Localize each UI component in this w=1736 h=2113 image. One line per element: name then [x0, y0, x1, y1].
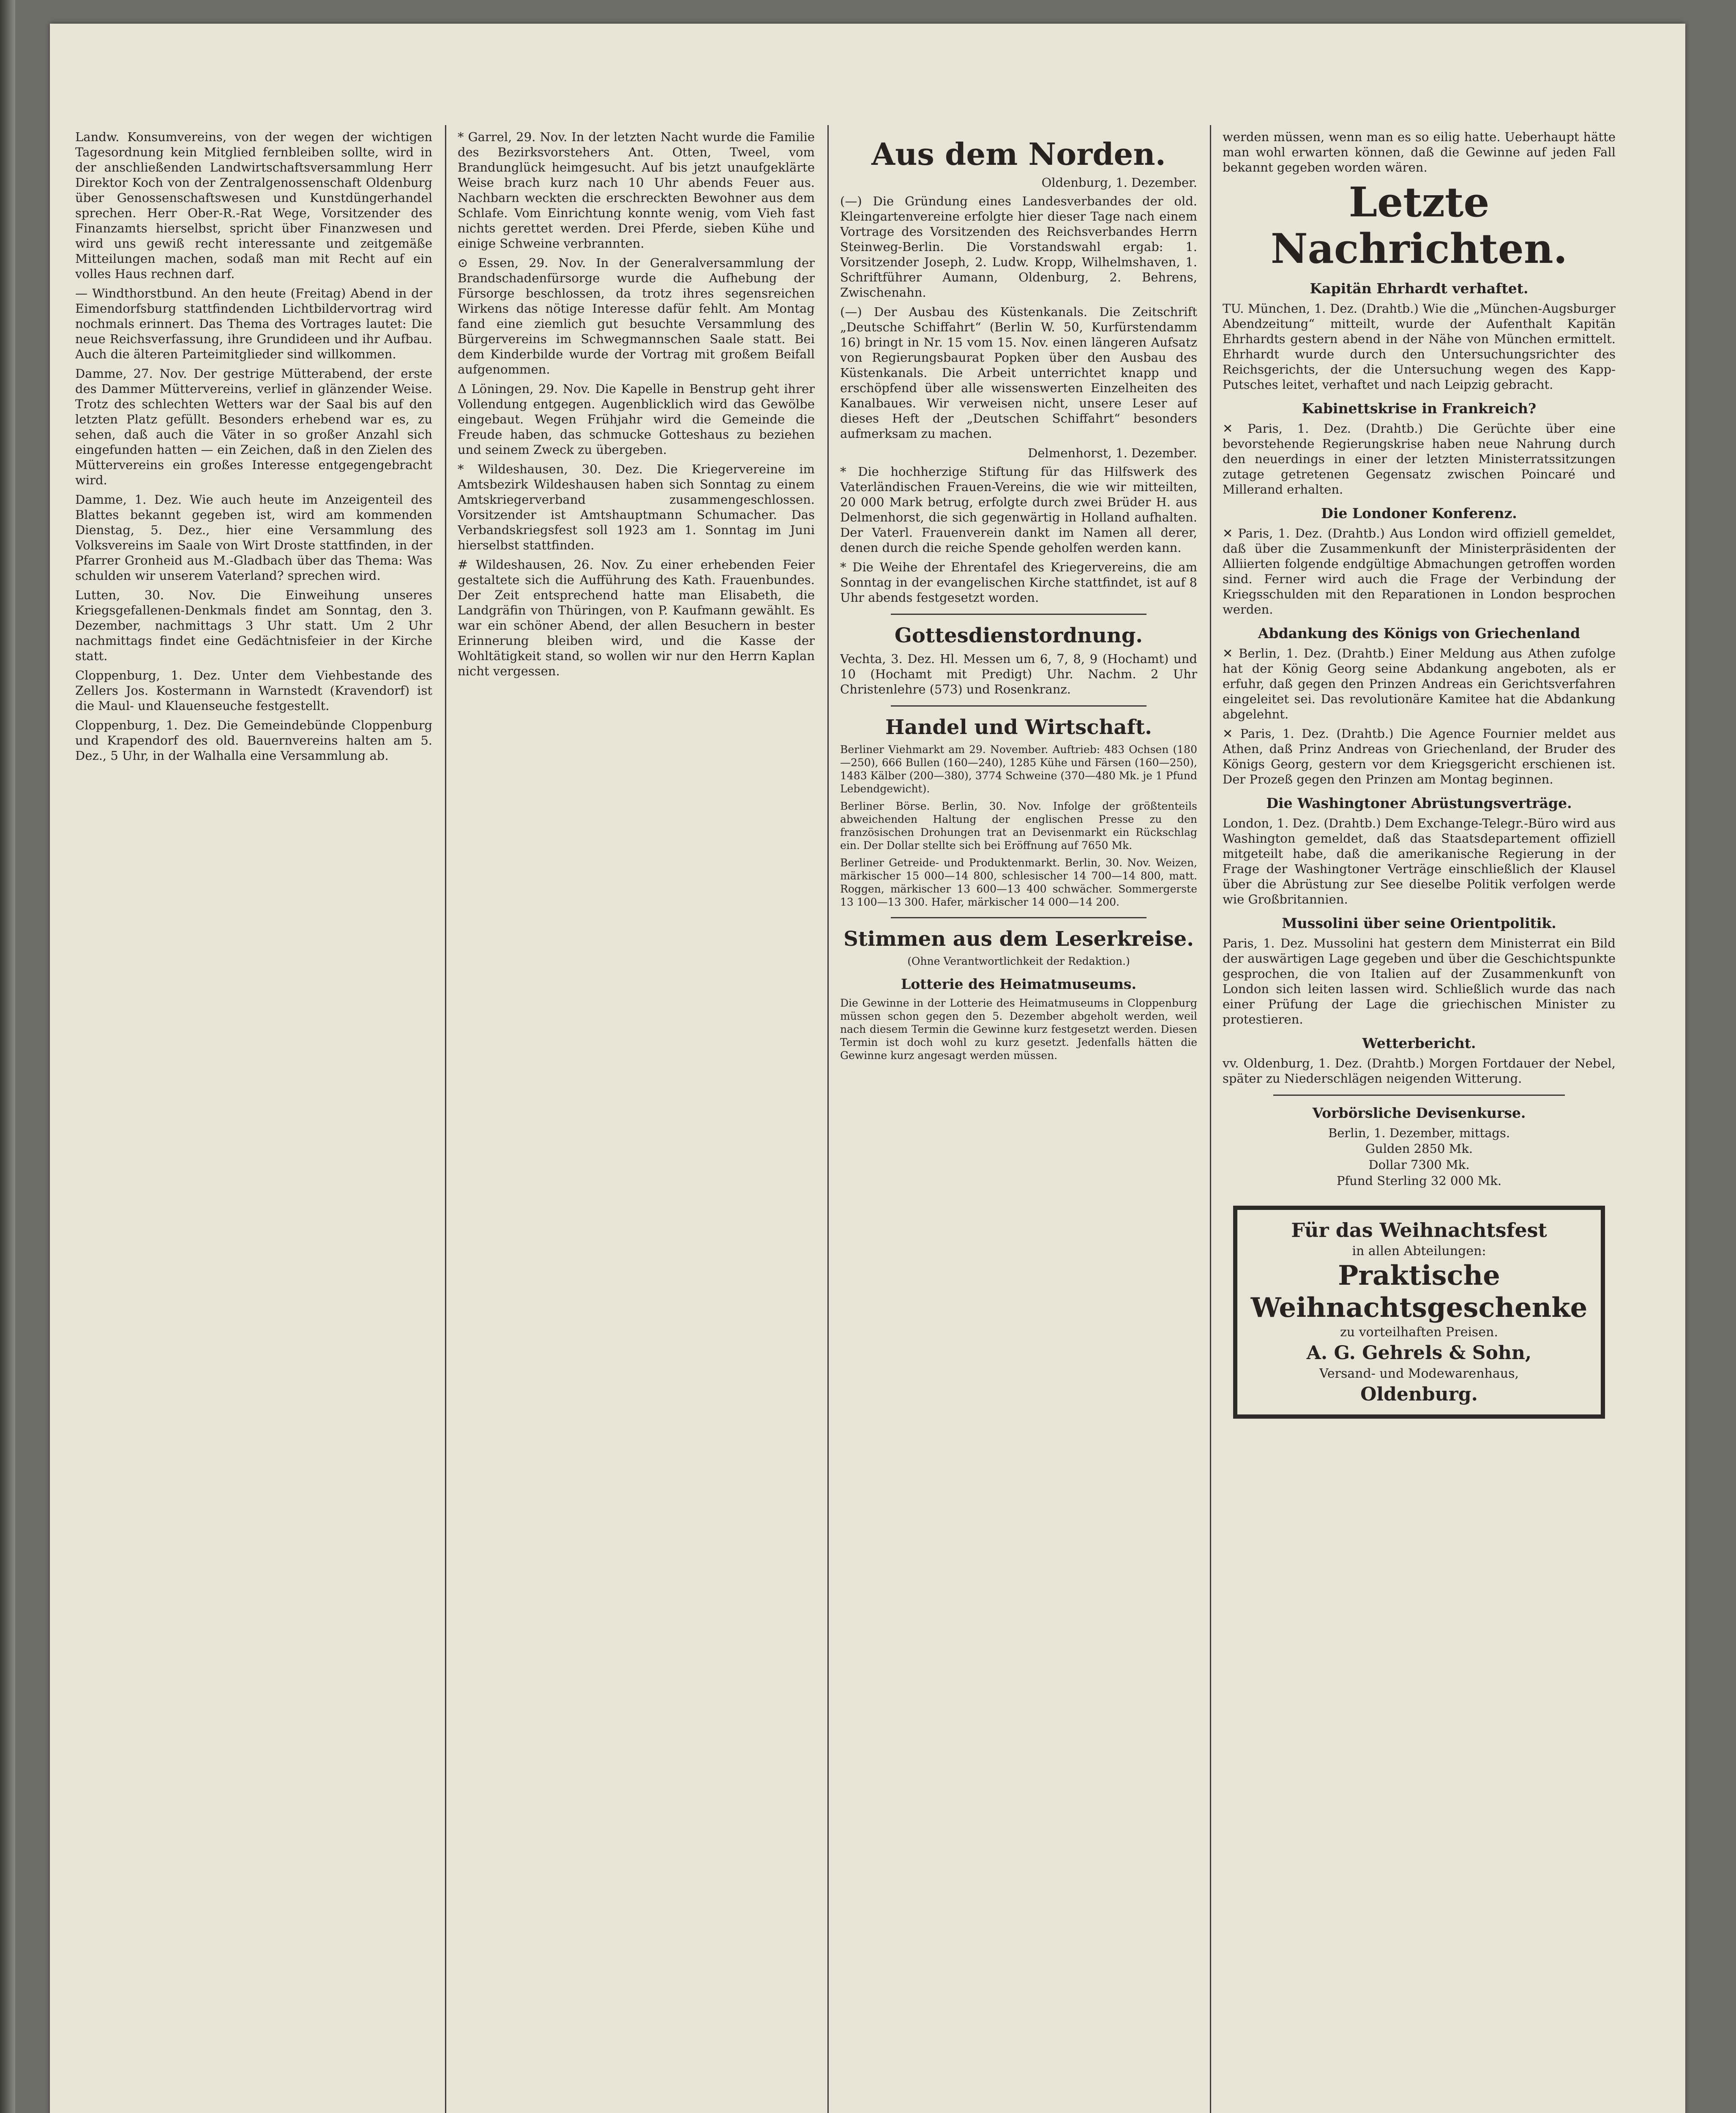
ad-headline: Für das Weihnachtsfest: [1291, 1219, 1547, 1242]
article-paragraph: Landw. Konsumvereins, von der wegen der wichtigen Tagesordnung kein Mitglied fernbleiben sollte, wird in der anschließenden Landwirtschaftsversammlung Herr Direktor Koch von der Zentralgenossenschaft Oldenburg über Genossenschaftswesen und Kunstdüngerhandel sprechen. Herr Ober-R.-Rat Wege, Vorsitzender des Finanzamts hierselbst, spricht über Finanzwesen und wird uns gewiß recht interessante und zeitgemäße Mitteilungen machen, sodaß man mit Recht auf ein volles Haus rechnen darf.: [75, 130, 432, 281]
news-abdankung-2: ✕ Paris, 1. Dez. (Drahtb.) Die Agence Fournier meldet aus Athen, daß Prinz Andreas von Griechenland, der Bruder des Königs Georg, gestern vor dem Kriegsgericht erschienen ist. Der Prozeß gegen den Prinzen am Montag beginnen.: [1223, 726, 1616, 786]
devisen-row: Gulden 2850 Mk.: [1365, 1141, 1473, 1156]
column-divider: [1210, 125, 1211, 2113]
column-2: [458, 129, 815, 2113]
article-title-lotterie: Lotterie des Heimatmuseums.: [901, 976, 1136, 992]
news-mussolini: Paris, 1. Dez. Mussolini hat gestern dem Ministerrat ein Bild der auswärtigen Lage gegeben und über die Geschichtspunkte gesprochen, die von Italien auf der Zusammenkunft von London sich leiten lassen wird. Schließlich wurde das nach einer Prüfung der Lage die griechischen Minister zu protestieren.: [1223, 936, 1616, 1026]
advertisement-gehrels: [1233, 1206, 1605, 1419]
section-heading-leserkreise: Stimmen aus dem Leserkreise.: [843, 927, 1194, 951]
article-kleingarten: (—) Die Gründung eines Landesverbandes der old. Kleingartenvereine erfolgte hier dieser Tage nach einem Vortrage des Vorsitzenden des Reichsverbandes Herrn Steinweg-Berlin. Die Vorstandswahl ergab: 1. Vorsitzender Joseph, 2. Ludw. Kropp, Wilhelmshaven, 1. Schriftführer Aumann, Oldenburg, 2. Behrens, Zwischenahn.: [840, 194, 1197, 300]
article-loeningen: Δ Löningen, 29. Nov. Die Kapelle in Benstrup geht ihrer Vollendung entgegen. Augenblicklich wird das Gewölbe eingebaut. Wegen Frühjahr wird die Gemeinde die Freude haben, das schmucke Gotteshaus zu beziehen und seinem Zweck zu übergeben.: [458, 382, 815, 457]
section-heading-nord: Aus dem Norden.: [871, 136, 1166, 172]
editorial-note: (Ohne Verantwortlichkeit der Redaktion.): [907, 955, 1130, 967]
ad-title: Praktische: [1338, 1260, 1500, 1291]
ad-city: Oldenburg.: [1360, 1384, 1478, 1405]
page-fold-shadow: [0, 0, 15, 2113]
devisen-row: Pfund Sterling 32 000 Mk.: [1336, 1174, 1502, 1188]
article-lotterie: Die Gewinne in der Lotterie des Heimatmuseums in Cloppenburg müssen schon gegen den 5. Dezember abgeholt werden, weil nach diesem Termin die Gewinne kurz festgesetzt werden. Diesen Termin ist doch wohl zu kurz gesetzt. Jedenfalls hätten die Gewinne kurz angesagt werden müssen.: [840, 997, 1197, 1062]
ad-text: zu vorteilhaften Preisen.: [1340, 1325, 1498, 1340]
article-garrel: * Garrel, 29. Nov. In der letzten Nacht wurde die Familie des Bezirksvorstehers Ant. Otten, Tweel, vom Brandunglück heimgesucht. Auf bis jetzt unaufgeklärte Weise brach kurz nach 10 Uhr abends Feuer aus. Nachbarn weckten die erschreckten Bewohner aus dem Schlafe. Vom Einrichtung konnte wenig, vom Vieh fast nichts gerettet werden. Drei Pferde, sieben Kühe und einige Schweine verbrannten.: [458, 130, 815, 251]
newspaper-page: [50, 24, 1685, 2113]
article-ehrentafel: * Die Weihe der Ehrentafel des Kriegervereins, die am Sonntag in der evangelischen Kirche stattfindet, ist auf 8 Uhr abends festgesetzt worden.: [840, 560, 1197, 605]
section-heading-gottesdienst: Gottesdienstordnung.: [894, 624, 1143, 647]
article-cloppenburg-seuche: Cloppenburg, 1. Dez. Unter dem Viehbestande des Zellers Jos. Kostermann in Warnstedt (Kravendorf) ist die Maul- und Klauenseuche festgestellt.: [75, 668, 432, 713]
article-stiftung: * Die hochherzige Stiftung für das Hilfswerk des Vaterländischen Frauen-Vereins, die wie wir mitteilten, 20 000 Mark betrug, erfolgte durch zwei Brüder H. aus Delmenhorst, die sich gegenwärtig in Holland aufhalten. Der Vaterl. Frauenverein dankt im Namen all derer, denen durch die reiche Spende geholfen werden kann.: [840, 464, 1197, 555]
column-1: [75, 129, 432, 2113]
ad-company: A. G. Gehrels & Sohn,: [1306, 1342, 1532, 1364]
column-4: [1223, 129, 1616, 2113]
column-divider: [445, 125, 446, 2113]
news-ehrhardt: TU. München, 1. Dez. (Drahtb.) Wie die „München-Augsburger Abendzeitung“ mitteilt, wurde der Aufenthalt Kapitän Ehrhardts gestern abend in der Nähe von München ermittelt. Ehrhardt wurde durch den Untersuchungsrichter des Reichsgerichts, der die Untersuchung wegen des Kapp-Putsches leitet, verhaftet und nach Leipzig gebracht.: [1223, 301, 1616, 392]
news-wetter: vv. Oldenburg, 1. Dez. (Drahtb.) Morgen Fortdauer der Nebel, später zu Niederschlägen neigenden Witterung.: [1223, 1056, 1616, 1086]
news-title-kabinettskrise: Kabinettskrise in Frankreich?: [1302, 400, 1537, 417]
separator: [891, 614, 1146, 615]
ad-title: Weihnachtsgeschenke: [1250, 1292, 1588, 1324]
article-vechta-messen: Vechta, 3. Dez. Hl. Messen um 6, 7, 8, 9 (Hochamt) und 10 (Hochamt mit Predigt) Uhr. Nachm. 2 Uhr Christenlehre (573) und Rosenkranz.: [840, 652, 1197, 696]
separator: [1273, 1095, 1565, 1096]
section-heading-letzte-nachrichten: Letzte Nachrichten.: [1270, 178, 1568, 273]
dateline: Oldenburg, 1. Dezember.: [1041, 175, 1197, 190]
ad-text: in allen Abteilungen:: [1352, 1244, 1486, 1259]
news-abdankung-1: ✕ Berlin, 1. Dez. (Drahtb.) Einer Meldung aus Athen zufolge hat der König Georg seine Abdankung angeboten, als er erfuhr, daß gegen den Prinzen Andreas ein Gerichtsverfahren eingeleitet sei. Das revolutionäre Kamitee hat die Abdankung abgelehnt.: [1223, 646, 1616, 721]
news-londoner-konferenz: ✕ Paris, 1. Dez. (Drahtb.) Aus London wird offiziell gemeldet, daß über die Zusammenkunft der Ministerpräsidenten der Alliierten folgende endgültige Abmachungen getroffen worden sind. Ferner wird auch die Frage der Verbindung der Kriegsschulden mit den Reparationen in London besprochen werden.: [1223, 526, 1616, 617]
section-heading-handel: Handel und Wirtschaft.: [885, 715, 1152, 739]
article-boerse: Berliner Börse. Berlin, 30. Nov. Infolge der größtenteils abweichenden Haltung der englischen Presse zu den französischen Drohungen trat an Devisenmarkt ein Rückschlag ein. Der Dollar stellte sich bei Eröffnung auf 7650 Mk.: [840, 800, 1197, 852]
news-title-mussolini: Mussolini über seine Orientpolitik.: [1282, 915, 1556, 931]
news-washington: London, 1. Dez. (Drahtb.) Dem Exchange-Telegr.-Büro wird aus Washington gemeldet, daß das Staatsdepartement offiziell mitgeteilt habe, daß die amerikanische Regierung in der Frage der Washingtoner Verträge einschließlich der Klausel über die Abrüstung zur See dieselbe Politik verfolgen werde wie Großbritannien.: [1223, 816, 1616, 906]
article-essen: ⊙ Essen, 29. Nov. In der Generalversammlung der Brandschadenfürsorge wurde die Aufhebung der Fürsorge beschlossen, da trotz ihres segensreichen Wirkens das nötige Interesse dafür fehlt. Am Montag fand eine ziemlich gut besuchte Versammlung des Bürgervereins im Schwegmannschen Saale statt. Bei dem Kinderbilde wurde der Vortrag mit großem Beifall aufgenommen.: [458, 256, 815, 377]
article-cloppenburg-bauernverein: Cloppenburg, 1. Dez. Die Gemeindebünde Cloppenburg und Krapendorf des old. Bauernvereins halten am 5. Dez., 5 Uhr, in der Walhalla eine Versammlung ab.: [75, 718, 432, 763]
devisen-heading: Vorbörsliche Devisenkurse.: [1312, 1105, 1526, 1121]
news-title-abdankung: Abdankung des Königs von Griechenland: [1258, 625, 1580, 642]
article-lutten: Lutten, 30. Nov. Die Einweihung unseres Kriegsgefallenen-Denkmals findet am Sonntag, den 3. Dezember, nachmittags 3 Uhr statt. Um 2 Uhr nachmittags findet eine Gedächtnisfeier in der Kirche statt.: [75, 588, 432, 663]
article-getreidemarkt: Berliner Getreide- und Produktenmarkt. Berlin, 30. Nov. Weizen, märkischer 15 000—14 800, schlesischer 14 700—14 800, matt. Roggen, märkischer 13 600—13 400 schwächer. Sommergerste 13 100—13 300. Hafer, märkischer 14 000—14 200.: [840, 857, 1197, 908]
article-kuestenkanal: (—) Der Ausbau des Küstenkanals. Die Zeitschrift „Deutsche Schiffahrt“ (Berlin W. 50, Kurfürstendamm 16) bringt in Nr. 15 vom 15. Nov. einen längeren Aufsatz von Regierungsbaurat Popken über den Ausbau des Küstenkanals. Die Arbeit unterrichtet knapp und erschöpfend über alle wissenswerten Einzelheiten des Kanalbaues. Wir verweisen nicht, unsere Leser auf dieses Heft der „Deutschen Schiffahrt“ besonders aufmerksam zu machen.: [840, 305, 1197, 441]
devisen-row: Dollar 7300 Mk.: [1368, 1158, 1470, 1172]
article-viehmarkt: Berliner Viehmarkt am 29. November. Auftrieb: 483 Ochsen (180—250), 666 Bullen (160—240), 1285 Kühe und Färsen (160—250), 1483 Kälber (200—380), 3774 Schweine (370—480 Mk. je 1 Pfund Lebendgewicht).: [840, 743, 1197, 795]
devisen-date: Berlin, 1. Dezember, mittags.: [1328, 1126, 1510, 1140]
news-title-washington: Die Washingtoner Abrüstungsverträge.: [1266, 795, 1572, 811]
dateline: Delmenhorst, 1. Dezember.: [1028, 446, 1197, 460]
article-damme-volksverein: Damme, 1. Dez. Wie auch heute im Anzeigenteil des Blattes bekannt gegeben ist, wird am kommenden Dienstag, 5. Dez., hier eine Versammlung des Volksvereins im Saale von Wirt Droste stattfinden, in der Pfarrer Gronheid aus M.-Gladbach über das Thema: Was schulden wir unserem Vaterland? sprechen wird.: [75, 492, 432, 583]
column-divider: [827, 125, 829, 2113]
article-windthorstbund: — Windthorstbund. An den heute (Freitag) Abend in der Eimendorfsburg stattfindenden Lichtbildervortrag wird nochmals erinnert. Das Thema des Vortrages lautet: Die neue Reichsverfassung, ihre Grundideen und ihr Aufbau. Auch die älteren Parteimitglieder sind willkommen.: [75, 286, 432, 361]
news-title-wetter: Wetterbericht.: [1362, 1035, 1476, 1051]
article-continuation: werden müssen, wenn man es so eilig hatte. Ueberhaupt hätte man wohl erwarten können, daß die Gewinne auf jeden Fall bekannt gegeben worden wären.: [1223, 130, 1616, 175]
column-3: [840, 129, 1197, 2113]
separator: [891, 705, 1146, 707]
news-title-londoner-konferenz: Die Londoner Konferenz.: [1321, 505, 1517, 521]
article-damme-muetterabend: Damme, 27. Nov. Der gestrige Mütterabend, der erste des Dammer Müttervereins, verlief in glänzender Weise. Trotz des schlechten Wetters war der Saal bis auf den letzten Platz gefüllt. Besonders erhebend war es, zu sehen, daß auch die Väter in so großer Anzahl sich eingefunden hatten — ein Zeichen, daß in den Zielen des Müttervereins ein großes Interesse entgegengebracht wird.: [75, 366, 432, 487]
separator: [891, 917, 1146, 918]
ad-text: Versand- und Modewarenhaus,: [1319, 1366, 1519, 1381]
news-title-ehrhardt: Kapitän Ehrhardt verhaftet.: [1310, 280, 1529, 297]
news-kabinettskrise: ✕ Paris, 1. Dez. (Drahtb.) Die Gerüchte über eine bevorstehende Regierungskrise haben neue Nahrung durch den neuerdings in einer der letzten Ministerratssitzungen zutage getretenen Gegensatz zwischen Poincaré und Millerand erhalten.: [1223, 421, 1616, 497]
article-wildeshausen-krieger: * Wildeshausen, 30. Dez. Die Kriegervereine im Amtsbezirk Wildeshausen haben sich Sonntag zu einem Amtskriegerverband zusammengeschlossen. Vorsitzender ist Amtshauptmann Schumacher. Das Verbandskriegsfest soll 1923 am 1. Sonntag im Juni hierselbst stattfinden.: [458, 462, 815, 552]
article-wildeshausen-frauenbund: # Wildeshausen, 26. Nov. Zu einer erhebenden Feier gestaltete sich die Aufführung des Kath. Frauenbundes. Der Zeit entsprechend hatte man Elisabeth, die Landgräfin von Thüringen, von P. Kaufmann gewählt. Es war ein schöner Abend, der allen Besuchern in bester Erinnerung bleiben wird, und die Kasse der Wohltätigkeit stand, so wollen wir nur den Herrn Kaplan nicht vergessen.: [458, 557, 815, 678]
